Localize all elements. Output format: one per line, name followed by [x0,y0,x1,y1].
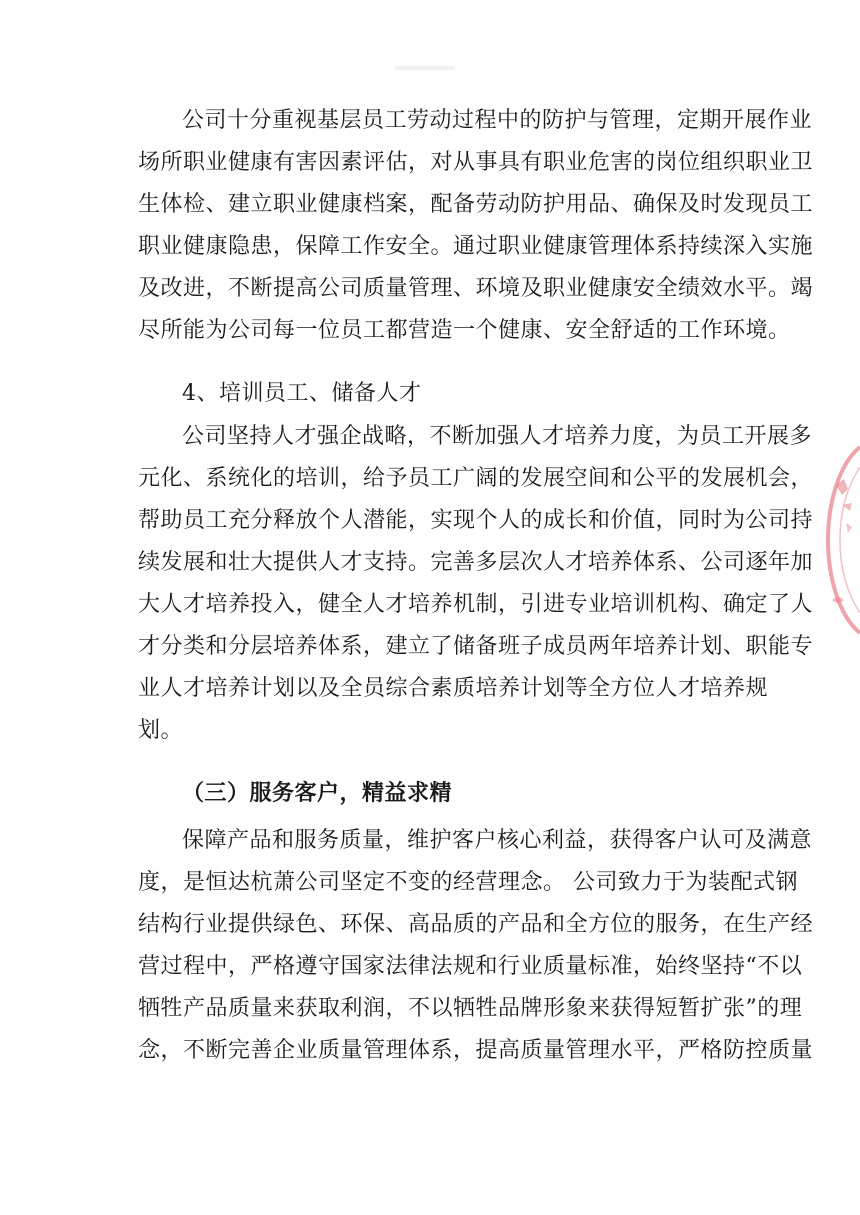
text-line: 公司十分重视基层员工劳动过程中的防护与管理，定期开展作业 [182,108,813,133]
text-line: 保障产品和服务质量，维护客户核心利益，获得客户认可及满意 [182,828,813,853]
section-subheading: 4、培训员工、储备人才 [182,381,422,406]
text-line: 结构行业提供绿色、环保、高品质的产品和全方位的服务，在生产经 [138,912,814,937]
text-line: 大人才培养投入，健全人才培养机制，引进专业培训机构、确定了人 [138,592,814,617]
text-line: 及改进，不断提高公司质量管理、环境及职业健康安全绩效水平。竭 [138,276,814,301]
text-line: 元化、系统化的培训，给予员工广阔的发展空间和公平的发展机会， [138,466,814,491]
text-line: 度，是恒达杭萧公司坚定不变的经营理念。 公司致力于为装配式钢 [138,870,798,895]
text-line: 职业健康隐患，保障工作安全。通过职业健康管理体系持续深入实施 [138,234,814,259]
text-line: 划。 [138,718,184,743]
scan-mark [395,66,455,70]
text-line: 营过程中，严格遵守国家法律法规和行业质量标准，始终坚持“不以 [138,954,803,979]
text-line: 公司坚持人才强企战略，不断加强人才培养力度，为员工开展多 [182,424,813,449]
text-line: 生体检、建立职业健康档案，配备劳动防护用品、确保及时发现员工 [138,192,814,217]
section-heading: （三）服务客户，精益求精 [182,780,453,806]
text-line: 续发展和壮大提供人才支持。完善多层次人才培养体系、公司逐年加 [138,550,814,575]
seal-stamp [820,445,860,635]
text-line: 念，不断完善企业质量管理体系，提高质量管理水平，严格防控质量 [138,1038,814,1063]
text-line: 场所职业健康有害因素评估，对从事具有职业危害的岗位组织职业卫 [138,150,814,175]
text-line: 业人才培养计划以及全员综合素质培养计划等全方位人才培养规 [138,676,769,701]
text-line: 帮助员工充分释放个人潜能，实现个人的成长和价值，同时为公司持 [138,508,814,533]
text-line: 尽所能为公司每一位员工都营造一个健康、安全舒适的工作环境。 [138,318,791,343]
text-line: 才分类和分层培养体系，建立了储备班子成员两年培养计划、职能专 [138,634,814,659]
text-line: 牺牲产品质量来获取利润，不以牺牲品牌形象来获得短暂扩张”的理 [138,996,803,1021]
